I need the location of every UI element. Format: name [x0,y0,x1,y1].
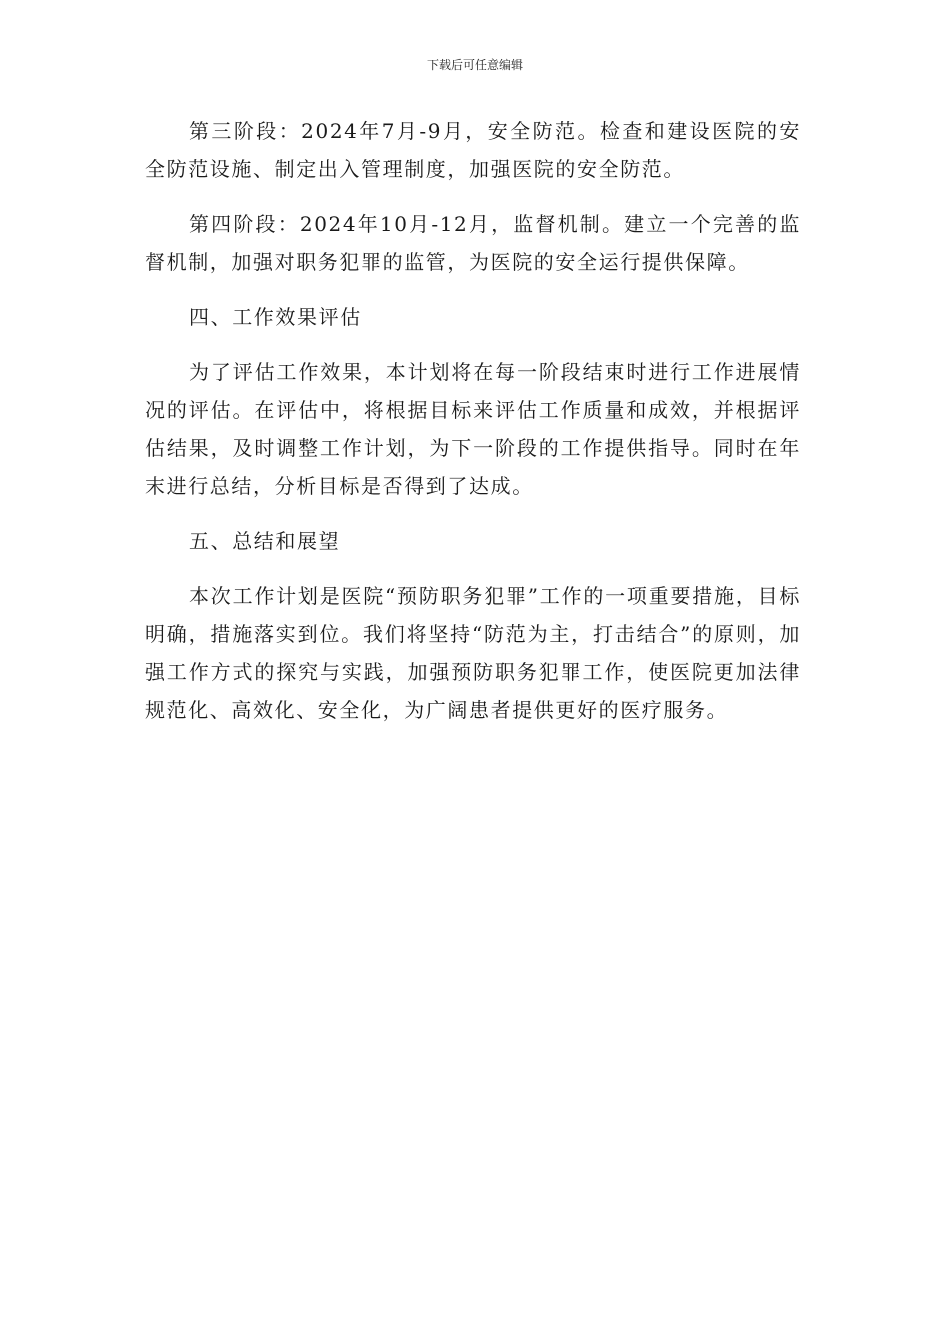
paragraph-phase-three: 第三阶段：2024年7月-9月，安全防范。检查和建设医院的安全防范设施、制定出入管理制度，加强医院的安全防范。 [145,119,801,181]
page-header: 下载后可任意编辑 [426,58,523,72]
paragraph-phase-four: 第四阶段：2024年10月-12月，监督机制。建立一个完善的监督机制，加强对职务犯罪的监管，为医院的安全运行提供保障。 [145,212,801,274]
section-heading-summary: 五、总结和展望 [189,529,341,553]
document-body [145,112,801,746]
section-heading-evaluation: 四、工作效果评估 [189,305,362,329]
paragraph-evaluation: 为了评估工作效果，本计划将在每一阶段结束时进行工作进展情况的评估。在评估中，将根据目标来评估工作质量和成效，并根据评估结果，及时调整工作计划，为下一阶段的工作提供指导。同时在年末进行总结，分析目标是否得到了达成。 [145,360,801,498]
paragraph-summary: 本次工作计划是医院“预防职务犯罪”工作的一项重要措施，目标明确，措施落实到位。我们将坚持“防范为主，打击结合”的原则，加强工作方式的探究与实践，加强预防职务犯罪工作，使医院更加法律规范化、高效化、安全化，为广阔患者提供更好的医疗服务。 [145,584,801,722]
